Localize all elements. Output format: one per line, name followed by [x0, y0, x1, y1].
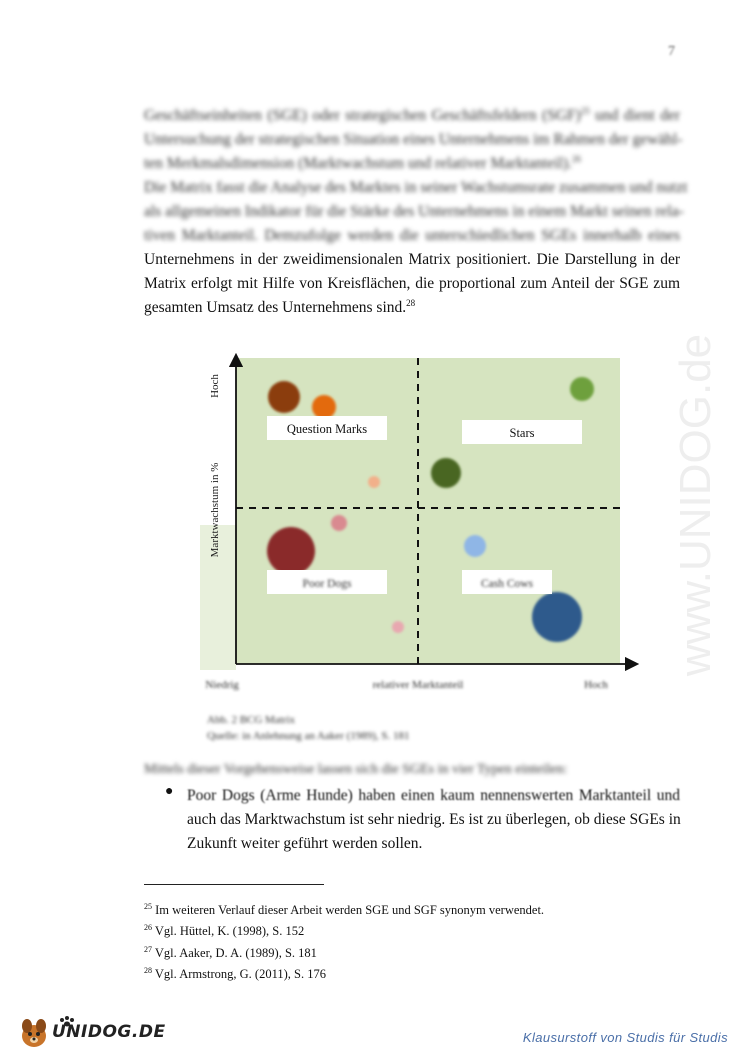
- watermark-text: www.UNIDOG.de: [671, 333, 720, 677]
- x-low-label: Niedrig: [205, 679, 239, 691]
- intro-paragraph: [144, 104, 683, 176]
- footnote: $^{26}$ Vgl. Hüttel, K. (1998), S. 152: [144, 922, 305, 938]
- sge-circle: [331, 515, 347, 531]
- text-line: gesamten Umsatz des Unternehmens sind.$^{28}$: [144, 297, 416, 316]
- caption-title: Abb. 2 BCG Matrix: [207, 714, 295, 726]
- x-high-label: Hoch: [584, 679, 608, 691]
- text-line: tiven Marktanteil. Demzufolge werden die unterschiedlichen SGEs innerhalb eines: [144, 227, 680, 244]
- y-axis-label: Marktwachstum in %: [209, 462, 221, 558]
- text-line: Poor Dogs (Arme Hunde) haben einen kaum nennenswerten Marktanteil und: [187, 787, 680, 804]
- text-line: ten Merkmalsdimension (Marktwachstum und relativer Marktanteil).$^{26}$: [144, 153, 581, 172]
- text-line: als allgemeinen Indikator für die Stärke des Unternehmens in einem Markt seinen rela-: [144, 203, 684, 220]
- text-line: Geschäftseinheiten (SGE) oder strategischen Geschäftsfeldern (SGF)$^{25}$ und dient der: [144, 105, 680, 124]
- text-line: Die Matrix fasst die Analyse des Marktes in seiner Wachstumsrate zusammen und nutzt: [144, 179, 688, 196]
- text-line: Unternehmens in der zweidimensionalen Matrix positioniert. Die Darstellung in der: [144, 251, 680, 268]
- quadrant-label-question-marks: Question Marks: [286, 422, 368, 436]
- quadrant-label-stars: Stars: [509, 426, 535, 440]
- footnote: $^{28}$ Vgl. Armstrong, G. (2011), S. 176: [144, 965, 326, 981]
- caption-source: Quelle: in Anlehnung an Aaker (1989), S. 181: [207, 730, 410, 742]
- text-line: Untersuchung der strategischen Situation eines Unternehmens im Rahmen der gewähl-: [144, 131, 683, 148]
- dog-mascot-icon: [22, 1019, 46, 1047]
- quadrant-label-poor-dogs: Poor Dogs: [302, 578, 352, 590]
- bullet-item-poor-dogs: [187, 784, 680, 856]
- watermark: [650, 270, 750, 740]
- sge-circle: [464, 535, 486, 557]
- sge-circle: [312, 395, 336, 419]
- text-line: Matrix erfolgt mit Hilfe von Kreisflächen, die proportional zum Anteil der SGE zum: [144, 275, 680, 292]
- quadrant-label-cash-cows: Cash Cows: [480, 578, 534, 590]
- footnote: $^{25}$ Im weiteren Verlauf dieser Arbeit werden SGE und SGF synonym verwendet.: [144, 901, 545, 917]
- footer-tagline: Klausurstoff von Studis für Studis: [522, 1030, 728, 1045]
- bcg-matrix-chart: [200, 350, 640, 695]
- y-high-label: Hoch: [209, 374, 221, 398]
- text-line: auch das Marktwachstum ist sehr niedrig. Es ist zu überlegen, ob diese SGEs in: [187, 811, 681, 828]
- logo-text: UNIDOG.DE: [52, 1022, 166, 1042]
- matrix-paragraph: [144, 176, 688, 320]
- sge-circle: [267, 527, 315, 575]
- bullet-icon: ●: [165, 784, 174, 799]
- after-chart-sentence: Mittels dieser Vorgehensweise lassen sich die SGEs in vier Typen einteilen:: [144, 762, 568, 777]
- text-line: Zukunft weiter geführt werden sollen.: [187, 835, 423, 852]
- sge-circle: [392, 621, 404, 633]
- sge-circle: [368, 476, 380, 488]
- footnote-separator: [144, 884, 324, 885]
- page-number: 7: [668, 44, 675, 59]
- sge-circle: [431, 458, 461, 488]
- figure-caption: [207, 712, 410, 744]
- sge-circle: [268, 381, 300, 413]
- footnote: $^{27}$ Vgl. Aaker, D. A. (1989), S. 181: [144, 944, 317, 960]
- sge-circle: [532, 592, 582, 642]
- x-axis-label: relativer Marktanteil: [372, 679, 464, 691]
- sge-circle: [570, 377, 594, 401]
